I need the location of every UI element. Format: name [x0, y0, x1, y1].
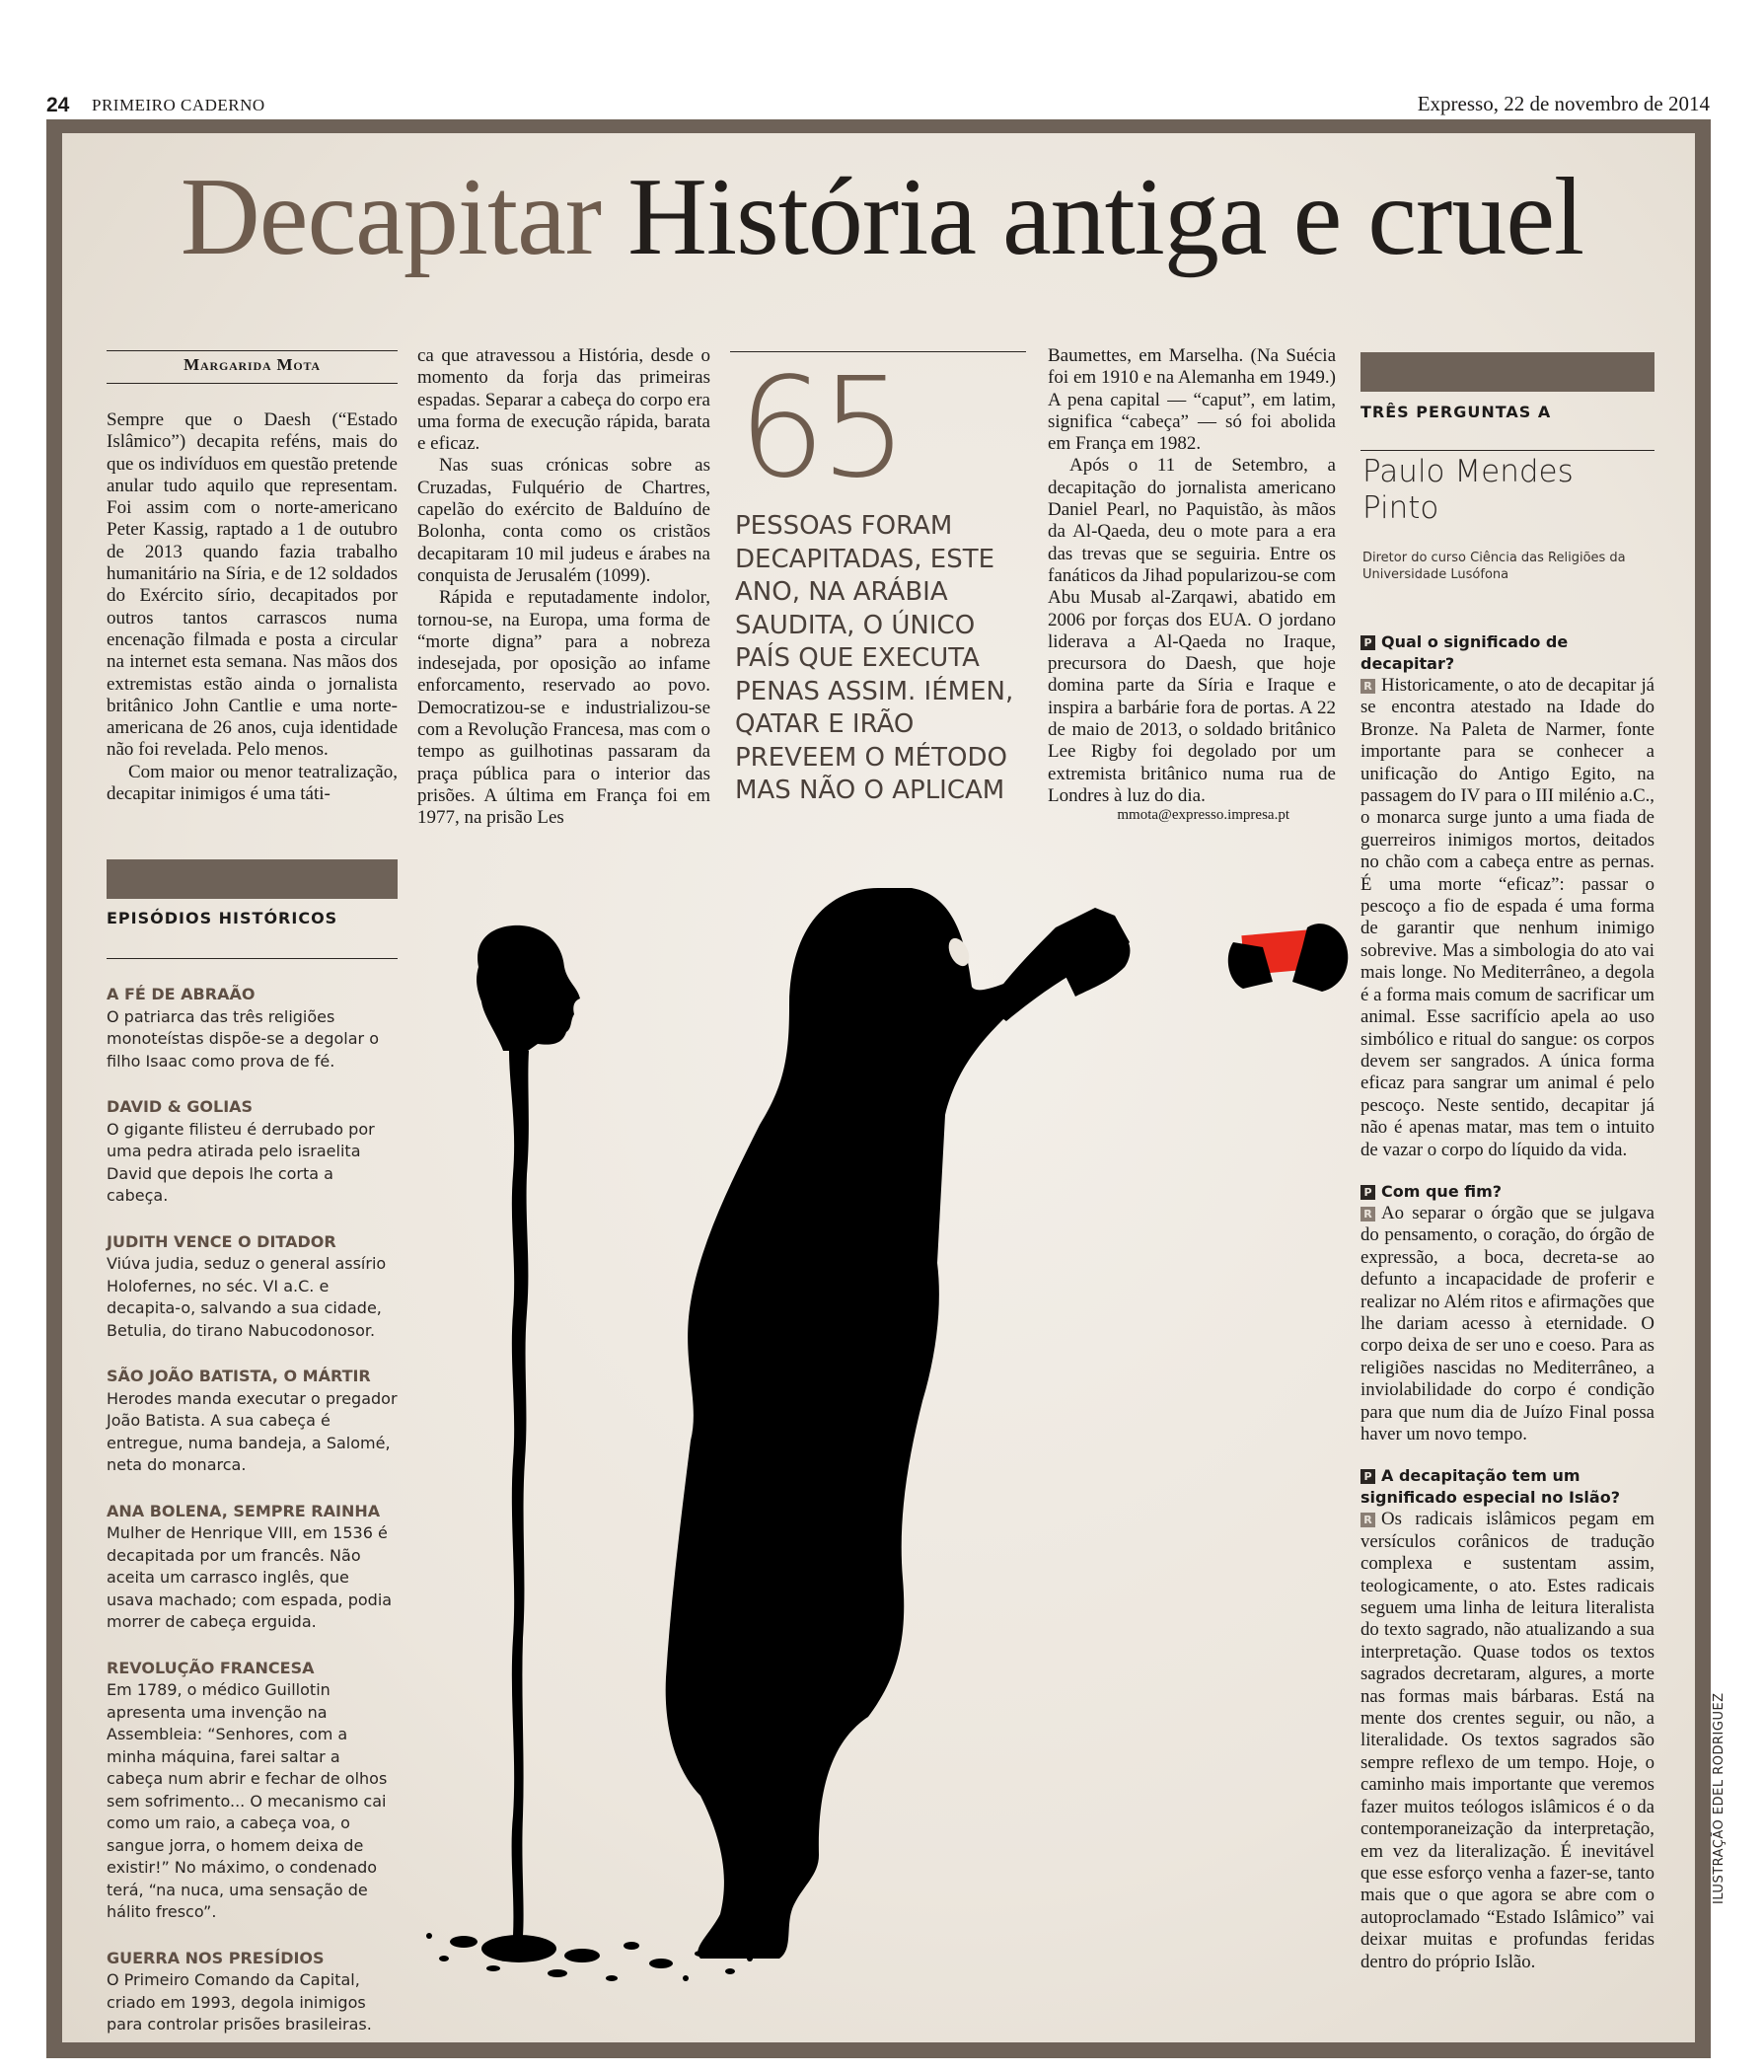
- headline-accent: Decapitar: [180, 156, 602, 278]
- episode-item: [107, 984, 398, 1073]
- episode-title: DAVID & GOLIAS: [107, 1097, 254, 1116]
- page-number: 24: [46, 94, 70, 116]
- episode-text: O Primeiro Comando da Capital, criado em 1993, degola inimigos para controlar prisões brasileiras.: [107, 1970, 372, 2034]
- episode-text: Herodes manda executar o pregador João Batista. A sua cabeça é entregue, numa bandeja, a Salomé, neta do monarca.: [107, 1388, 398, 1474]
- illustration-credit: ILUSTRAÇÃO EDEL RODRIGUEZ: [1712, 1692, 1727, 1904]
- answer-marker-icon: R: [1360, 679, 1375, 694]
- answer: [1360, 1203, 1654, 1445]
- question-text: Com que fim?: [1381, 1181, 1503, 1201]
- byline-rule: [107, 350, 398, 351]
- qa-item: [1360, 1465, 1654, 1973]
- paragraph: Nas suas crónicas sobre as Cruzadas, Fulquério de Chartres, capelão do exército de Balduíno de Bolonha, conta como os cristãos decapitaram 10 mil judeus e árabes na conquista de Jerusalém (1099).: [417, 455, 710, 586]
- question: [1360, 631, 1654, 675]
- answer-text: Os radicais islâmicos pegam em versículos corânicos de tradução complexa e sustentam assim, teologicamente, o ato. Estes radicais seguem uma linha de leitura literalista do texto sagrado, não atualizando a sua interpretação. Quase todos os textos sagrados decretaram, algures, a morte nas formas mais bárbaras. Está na mente dos crentes seguir, ou não, a literalidade. Os textos sagrados são sempre reflexo de um tempo. Hoje, o caminho mais importante que veremos fazer muitos teólogos islâmicos é o da contemporaneização da interpretação, em vez da literalização. É inevitável que esse esforço venha a fazer-se, tanto mais que o que agora se abre com o autoproclamado “Estado Islâmico” vai deixar muitas e profundas feridas dentro do próprio Islão.: [1360, 1509, 1654, 1972]
- episode-item: [107, 1948, 398, 2036]
- paragraph: Após o 11 de Setembro, a decapitação do jornalista americano Daniel Pearl, no Paquistão, às mãos da Al-Qaeda, deu o mote para a era das trevas que se seguiria. Entre os fanáticos da Jihad popularizou-se com Abu Musab al-Zarqawi, abatido em 2006 por forças dos EUA. O jordano liderava a Al-Qaeda no Iraque, precursora do Daesh, que hoje domina parte da Síria e Iraque e inspira a barbárie fora de portas. A 22 de maio de 2013, o soldado britânico Lee Rigby foi degolado por um extremista britânico numa rua de Londres à luz do dia.: [1048, 455, 1336, 806]
- author-email[interactable]: mmota@expresso.impresa.pt: [1117, 807, 1289, 823]
- hooded-figure-icon: [666, 888, 1131, 1959]
- qa-item: [1360, 1181, 1654, 1445]
- question: [1360, 1465, 1654, 1509]
- answer: [1360, 1509, 1654, 1973]
- episodes-rule: [107, 958, 398, 959]
- article-column-3: [1048, 345, 1336, 807]
- stat-number: 65: [738, 348, 903, 509]
- episode-item: [107, 1501, 398, 1634]
- section-name: PRIMEIRO CADERNO: [92, 96, 265, 114]
- interview-qa: [1360, 631, 1654, 1993]
- question: [1360, 1181, 1654, 1203]
- episode-item: [107, 1366, 398, 1477]
- episode-title: ANA BOLENA, SEMPRE RAINHA: [107, 1501, 381, 1520]
- paragraph: ca que atravessou a História, desde o momento da forja das primeiras espadas. Separar a cabeça do corpo era uma forma de execução rápida, barata e eficaz.: [417, 345, 710, 455]
- interview-rule: [1360, 450, 1654, 451]
- paragraph: Com maior ou menor teatralização, decapitar inimigos é uma táti-: [107, 761, 398, 805]
- question-marker-icon: P: [1360, 635, 1375, 650]
- paragraph: Rápida e reputadamente indolor, tornou-se, na Europa, uma forma de “morte digna” para a nobreza indesejada, por oposição ao infame enforcamento, reservado ao povo. Democratizou-se e industrializou-se com a Revolução Francesa, mas com o tempo as guilhotinas passaram da praça pública para o interior das prisões. A última em França foi em 1977, na prisão Les: [417, 587, 710, 829]
- head-on-stake-icon: [477, 925, 580, 1936]
- interviewee-name: Paulo Mendes Pinto: [1362, 454, 1574, 526]
- episode-title: JUDITH VENCE O DITADOR: [107, 1231, 336, 1251]
- episode-text: Viúva judia, seduz o general assírio Holofernes, no séc. VI a.C. e decapita-o, salvando a sua cidade, Betulia, do tirano Nabucodonosor.: [107, 1254, 387, 1340]
- episode-title: REVOLUÇÃO FRANCESA: [107, 1658, 315, 1677]
- answer-marker-icon: R: [1360, 1513, 1375, 1527]
- answer-text: Ao separar o órgão que se julgava do pensamento, o coração, do órgão de expressão, a boca, decreta-se ao defunto a incapacidade de proferir e realizar no Além ritos e afirmações que lhe dariam acesso à eternidade. O corpo deixa de ser uno e coeso. Para as religiões nascidas no Mediterrâneo, a inviolabilidade do corpo é condição para que num dia de Juízo Final possa haver um novo tempo.: [1360, 1202, 1654, 1444]
- question-marker-icon: P: [1360, 1469, 1375, 1484]
- question-text: A decapitação tem um significado especial no Islão?: [1360, 1466, 1620, 1508]
- answer-text: Historicamente, o ato de decapitar já se encontra atestado na Idade do Bronze. Na Paleta de Narmer, fonte importante para se conhecer a unificação do Antigo Egito, na passagem do IV para o III milénio a.C., o monarca surge junto a uma fiada de guerreiros inimigos mortos, deitados no chão com a cabeça entre as pernas. É uma morte “eficaz”: passar o pescoço a fio de espada é uma forma de garantir que nenhum inimigo sobrevive. Mas a simbologia do ato vai mais longe. No Mediterrâneo, a degola é a forma mais comum de sacrificar um animal. Esse sacrifício apela ao uso simbólico e ritual do sangue: os corpos devem ser sangrados. A única forma eficaz para sangrar um animal é pelo pescoço. Neste sentido, decapitar já não é apenas matar, mas tem o intuito de vazar o corpo do líquido da vida.: [1360, 675, 1654, 1160]
- episode-item: [107, 1658, 398, 1924]
- byline: Margarida Mota: [184, 355, 321, 374]
- episode-text: Em 1789, o médico Guillotin apresenta uma invenção na Assembleia: “Senhores, com a minha máquina, farei saltar a cabeça num abrir e fechar de olhos sem sofrimento... O mecanismo cai como um raio, a cabeça voa, o sangue jorra, o homem deixa de existir!” No máximo, o condenado terá, “na nuca, uma sensação de hálito fresco”.: [107, 1680, 388, 1921]
- episodes-title: EPISÓDIOS HISTÓRICOS: [107, 909, 338, 927]
- answer-marker-icon: R: [1360, 1207, 1375, 1221]
- episode-title: A FÉ DE ABRAÃO: [107, 985, 256, 1003]
- interview-title: TRÊS PERGUNTAS A: [1360, 403, 1552, 421]
- episode-text: O gigante filisteu é derrubado por uma pedra atirada pelo israelita David que depois lhe corta a cabeça.: [107, 1119, 375, 1205]
- article-column-2: [417, 345, 710, 830]
- answer: [1360, 675, 1654, 1161]
- episode-item: [107, 1231, 398, 1343]
- article-column-1: [107, 409, 398, 805]
- headline: [0, 158, 1764, 276]
- episode-item: [107, 1096, 398, 1208]
- paragraph: Baumettes, em Marselha. (Na Suécia foi em 1910 e na Alemanha em 1949.) A pena capital — “caput”, em latim, significa “cabeça” — só foi abolida em França em 1982.: [1048, 345, 1336, 455]
- interviewee-role: Diretor do curso Ciência das Religiões da Universidade Lusófona: [1362, 551, 1626, 582]
- stat-text: PESSOAS FORAM DECAPITADAS, ESTE ANO, NA ARÁBIA SAUDITA, O ÚNICO PAÍS QUE EXECUTA PENAS ASSIM. IÉMEN, QATAR E IRÃO PREVEEM O MÉTODO MAS NÃO O APLICAM: [735, 511, 1014, 805]
- episode-text: Mulher de Henrique VIII, em 1536 é decapitada por um francês. Não aceita um carrasco inglês, que usava machado; com espada, podia morrer de cabeça erguida.: [107, 1523, 393, 1631]
- episode-text: O patriarca das três religiões monoteístas dispõe-se a degolar o filho Isaac como prova de fé.: [107, 1006, 380, 1071]
- interview-bar: [1360, 352, 1654, 392]
- episodes-bar: [107, 859, 398, 899]
- headline-main: História antiga e cruel: [627, 156, 1584, 278]
- illustration: [404, 888, 1361, 2013]
- question-marker-icon: P: [1360, 1185, 1375, 1200]
- episodes-list: [107, 984, 398, 2060]
- byline-rule: [107, 383, 398, 384]
- episode-title: SÃO JOÃO BATISTA, O MÁRTIR: [107, 1367, 371, 1385]
- paragraph: Sempre que o Daesh (“Estado Islâmico”) decapita reféns, mais do que os indivíduos em questão pretende anular tudo aquilo que representam. Foi assim com o norte-americano Peter Kassig, raptado a 1 de outubro de 2013 quando fazia trabalho humanitário na Síria, e de 12 soldados do Exército sírio, decapitados por outros tantos carrascos numa encenação filmada e posta a circular na internet esta semana. Nas mãos dos extremistas estão ainda o jornalista britânico John Cantlie e uma norte-americana de 26 anos, cuja identidade não foi revelada. Pelo menos.: [107, 409, 398, 761]
- qa-item: [1360, 631, 1654, 1161]
- issue-date: Expresso, 22 de novembro de 2014: [1417, 92, 1710, 115]
- episode-title: GUERRA NOS PRESÍDIOS: [107, 1948, 325, 1967]
- question-text: Qual o significado de decapitar?: [1360, 632, 1569, 673]
